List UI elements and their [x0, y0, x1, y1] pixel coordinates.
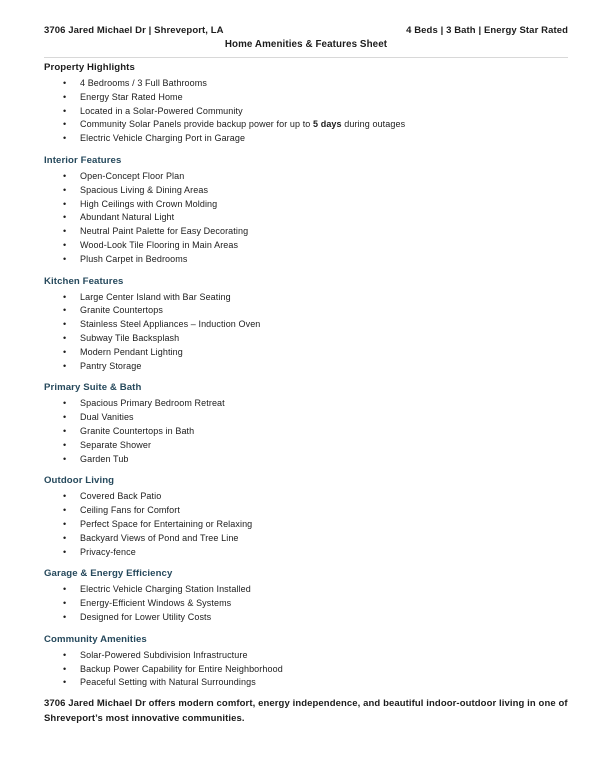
- bullet-item: • Community Solar Panels provide backup power for up to 5 days during outages: [44, 118, 568, 132]
- bullet-list: [44, 490, 568, 559]
- bullet-item: • Peaceful Setting with Natural Surroundings: [44, 676, 568, 690]
- section-heading: Community Amenities: [44, 633, 147, 645]
- section-heading: Interior Features: [44, 154, 122, 166]
- bullet-item: • Granite Countertops: [44, 304, 568, 318]
- section-heading: Primary Suite & Bath: [44, 382, 142, 394]
- bullet-item: • Separate Shower: [44, 439, 568, 453]
- feature-section: [44, 381, 568, 466]
- document-header: [44, 24, 568, 37]
- sections: [44, 61, 568, 690]
- bullet-item: • Spacious Primary Bedroom Retreat: [44, 397, 568, 411]
- section-heading: Garage & Energy Efficiency: [44, 568, 173, 580]
- bullet-item: • Backyard Views of Pond and Tree Line: [44, 532, 568, 546]
- bullet-item: • Ceiling Fans for Comfort: [44, 504, 568, 518]
- bullet-item: • Granite Countertops in Bath: [44, 425, 568, 439]
- bullet-item: • Spacious Living & Dining Areas: [44, 184, 568, 198]
- bullet-item: • Privacy-fence: [44, 546, 568, 560]
- section-heading: Property Highlights: [44, 62, 135, 73]
- bullet-item: • Garden Tub: [44, 453, 568, 467]
- bullet-item: • Dual Vanities: [44, 411, 568, 425]
- bullet-item: • Electric Vehicle Charging Port in Garage: [44, 132, 568, 146]
- bullet-list: [44, 77, 568, 146]
- bullet-item: • Wood-Look Tile Flooring in Main Areas: [44, 239, 568, 253]
- bullet-item: • Designed for Lower Utility Costs: [44, 611, 568, 625]
- feature-section: [44, 474, 568, 559]
- bullet-item: • Stainless Steel Appliances – Induction Oven: [44, 318, 568, 332]
- bullet-item: • Energy-Efficient Windows & Systems: [44, 597, 568, 611]
- closing-statement: 3706 Jared Michael Dr offers modern comfort, energy independence, and beautiful indoor-outdoor living in one of Shreveport’s most innovative communities.: [44, 698, 568, 724]
- property-address: 3706 Jared Michael Dr | Shreveport, LA: [44, 25, 224, 36]
- bullet-list: [44, 170, 568, 267]
- bullet-list: [44, 649, 568, 690]
- bullet-item: • Perfect Space for Entertaining or Relaxing: [44, 518, 568, 532]
- bullet-item: • Large Center Island with Bar Seating: [44, 291, 568, 305]
- bullet-item: • Open-Concept Floor Plan: [44, 170, 568, 184]
- bullet-item: • Electric Vehicle Charging Station Installed: [44, 583, 568, 597]
- bullet-item: • Solar-Powered Subdivision Infrastructure: [44, 649, 568, 663]
- bullet-list: [44, 397, 568, 466]
- property-specs: 4 Beds | 3 Bath | Energy Star Rated: [406, 25, 568, 36]
- bullet-item: • Energy Star Rated Home: [44, 91, 568, 105]
- bullet-list: [44, 583, 568, 624]
- bullet-list: [44, 291, 568, 374]
- bullet-item: • Backup Power Capability for Entire Neighborhood: [44, 663, 568, 677]
- feature-section: [44, 61, 568, 146]
- bullet-item: • Pantry Storage: [44, 360, 568, 374]
- bullet-item: • Modern Pendant Lighting: [44, 346, 568, 360]
- bullet-item: • High Ceilings with Crown Molding: [44, 198, 568, 212]
- header-divider: [44, 57, 568, 58]
- bullet-item: • 4 Bedrooms / 3 Full Bathrooms: [44, 77, 568, 91]
- bullet-item: • Plush Carpet in Bedrooms: [44, 253, 568, 267]
- section-heading: Outdoor Living: [44, 475, 115, 487]
- feature-section: [44, 154, 568, 267]
- page-title: Home Amenities & Features Sheet: [224, 39, 388, 50]
- bullet-item: • Located in a Solar-Powered Community: [44, 105, 568, 119]
- bullet-item: • Covered Back Patio: [44, 490, 568, 504]
- feature-section: [44, 567, 568, 624]
- bullet-item: • Subway Tile Backsplash: [44, 332, 568, 346]
- section-heading: Kitchen Features: [44, 275, 124, 287]
- bullet-item: • Abundant Natural Light: [44, 211, 568, 225]
- feature-section: [44, 275, 568, 374]
- feature-section: [44, 633, 568, 690]
- bullet-item: • Neutral Paint Palette for Easy Decorating: [44, 225, 568, 239]
